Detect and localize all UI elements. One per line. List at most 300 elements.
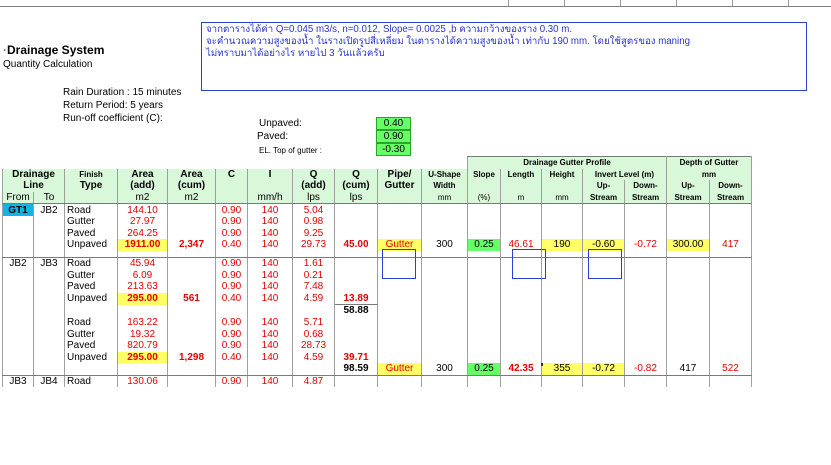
table-cell-c5[interactable] (216, 363, 248, 375)
table-cell-c15[interactable] (625, 269, 667, 281)
table-cell-c9[interactable]: Gutter (378, 239, 422, 251)
table-cell-c10[interactable] (422, 328, 468, 340)
table-cell-c15[interactable] (625, 204, 667, 216)
table-cell-c8[interactable] (335, 204, 378, 216)
comment-box[interactable] (201, 22, 807, 91)
table-cell-c7[interactable]: 7.48 (293, 281, 335, 293)
table-cell-c16[interactable] (667, 375, 710, 387)
table-cell-c2[interactable]: Road (65, 257, 118, 269)
paved-value-cell[interactable]: 0.90 (376, 130, 411, 143)
table-row (3, 257, 752, 269)
table-cell-c5[interactable]: 0.90 (216, 257, 248, 269)
table-cell-c3[interactable]: 144.10 (118, 204, 168, 216)
table-cell-c16[interactable] (667, 269, 710, 281)
table-cell-c16[interactable] (667, 352, 710, 364)
table-row (3, 293, 752, 305)
table-row (3, 340, 752, 352)
table-cell-c1[interactable]: JB4 (34, 375, 65, 387)
table-cell-c1[interactable] (34, 281, 65, 293)
unpaved-value-cell[interactable]: 0.40 (376, 117, 411, 130)
table-cell-c9[interactable] (378, 293, 422, 305)
table-cell-c14[interactable]: -0.72 (583, 363, 625, 375)
table-cell-c4[interactable] (168, 305, 216, 317)
table-cell-c7[interactable]: 0.98 (293, 216, 335, 228)
table-cell-c14[interactable] (583, 375, 625, 387)
table-cell-c13[interactable] (542, 257, 583, 269)
table-cell-c1[interactable] (34, 293, 65, 305)
table-cell-c10[interactable] (422, 317, 468, 329)
table-cell-c17[interactable] (710, 317, 752, 329)
table-cell-c16[interactable] (667, 204, 710, 216)
table-cell-c1[interactable] (34, 269, 65, 281)
table-cell-c8[interactable]: 58.88 (335, 305, 378, 317)
table-cell-c2[interactable] (65, 305, 118, 317)
table-cell-c5[interactable]: 0.90 (216, 269, 248, 281)
table-cell-c11[interactable] (468, 257, 501, 269)
table-cell-c15[interactable] (625, 216, 667, 228)
table-cell-c0[interactable] (3, 352, 34, 364)
table-cell-c5[interactable]: 0.90 (216, 328, 248, 340)
table-cell-c1[interactable] (34, 305, 65, 317)
header-ushape: U-Shape (422, 169, 468, 181)
table-cell-c5[interactable]: 0.90 (216, 228, 248, 240)
table-cell-c2[interactable]: Gutter (65, 328, 118, 340)
table-cell-c10[interactable] (422, 305, 468, 317)
table-cell-c6[interactable] (248, 363, 293, 375)
table-cell-c12[interactable] (501, 216, 542, 228)
table-cell-c9[interactable] (378, 340, 422, 352)
table-cell-c7[interactable]: 28.73 (293, 340, 335, 352)
table-cell-c4[interactable] (168, 257, 216, 269)
table-cell-c8[interactable] (335, 257, 378, 269)
table-cell-c8[interactable] (335, 281, 378, 293)
table-cell-c0[interactable] (3, 269, 34, 281)
table-cell-c8[interactable] (335, 317, 378, 329)
table-cell-c4[interactable] (168, 328, 216, 340)
table-cell-c12[interactable] (501, 281, 542, 293)
table-cell-c3[interactable]: 130.06 (118, 375, 168, 387)
table-cell-c13[interactable] (542, 317, 583, 329)
table-cell-c11[interactable] (468, 375, 501, 387)
table-cell-c10[interactable] (422, 204, 468, 216)
table-cell-c1[interactable] (34, 216, 65, 228)
table-cell-c7[interactable]: 5.71 (293, 317, 335, 329)
table-cell-c10[interactable]: 300 (422, 239, 468, 251)
table-cell-c10[interactable] (422, 293, 468, 305)
table-cell-c4[interactable] (168, 340, 216, 352)
table-cell-c2[interactable]: Unpaved (65, 293, 118, 305)
table-cell-c6[interactable]: 140 (248, 216, 293, 228)
table-cell-c11[interactable] (468, 293, 501, 305)
table-cell-c5[interactable]: 0.90 (216, 216, 248, 228)
table-cell-c3[interactable]: 19.32 (118, 328, 168, 340)
table-cell-c2[interactable]: Road (65, 204, 118, 216)
header-height-mm: mm (542, 192, 583, 204)
table-cell-c3[interactable]: 295.00 (118, 352, 168, 364)
header-m2-a: m2 (118, 192, 168, 204)
table-cell-c5[interactable]: 0.90 (216, 204, 248, 216)
table-cell-c2[interactable]: Paved (65, 340, 118, 352)
table-cell-c7[interactable] (293, 363, 335, 375)
table-cell-c12[interactable] (501, 340, 542, 352)
table-cell-c15[interactable] (625, 305, 667, 317)
table-cell-c5[interactable]: 0.90 (216, 281, 248, 293)
table-cell-c6[interactable]: 140 (248, 375, 293, 387)
table-cell-c6[interactable]: 140 (248, 317, 293, 329)
table-cell-c16[interactable]: 417 (667, 363, 710, 375)
table-cell-c9[interactable] (378, 352, 422, 364)
table-cell-c4[interactable] (168, 204, 216, 216)
table-cell-c5[interactable]: 0.40 (216, 293, 248, 305)
table-cell-c12[interactable]: 46.61 (501, 239, 542, 251)
table-cell-c6[interactable]: 140 (248, 257, 293, 269)
table-cell-c11[interactable] (468, 305, 501, 317)
table-cell-c16[interactable] (667, 257, 710, 269)
table-cell-c4[interactable]: 1,298 (168, 352, 216, 364)
table-cell-c15[interactable] (625, 228, 667, 240)
table-cell-c11[interactable] (468, 228, 501, 240)
table-cell-c0[interactable] (3, 363, 34, 375)
table-cell-c12[interactable] (501, 293, 542, 305)
table-cell-c14[interactable] (583, 228, 625, 240)
table-cell-c1[interactable] (34, 363, 65, 375)
table-cell-c1[interactable] (34, 228, 65, 240)
table-cell-c16[interactable] (667, 340, 710, 352)
table-cell-c17[interactable] (710, 340, 752, 352)
table-cell-c16[interactable] (667, 317, 710, 329)
table-cell-c15[interactable] (625, 281, 667, 293)
header-line: Line (3, 180, 65, 192)
table-cell-c13[interactable] (542, 269, 583, 281)
table-cell-c9[interactable] (378, 216, 422, 228)
table-row (3, 363, 752, 375)
header-stream-1: Stream (583, 192, 625, 204)
table-cell-c5[interactable]: 0.90 (216, 375, 248, 387)
table-cell-c0[interactable]: GT1 (3, 204, 34, 216)
table-cell-c5[interactable]: 0.90 (216, 317, 248, 329)
table-cell-c16[interactable] (667, 228, 710, 240)
table-cell-c14[interactable] (583, 352, 625, 364)
table-cell-c13[interactable] (542, 340, 583, 352)
table-cell-c11[interactable] (468, 281, 501, 293)
table-cell-c5[interactable]: 0.90 (216, 340, 248, 352)
table-cell-c3[interactable]: 27.97 (118, 216, 168, 228)
table-cell-c15[interactable] (625, 317, 667, 329)
header-add: (add) (118, 180, 168, 192)
table-cell-c11[interactable] (468, 269, 501, 281)
table-cell-c0[interactable] (3, 239, 34, 251)
table-cell-c13[interactable]: 190 (542, 239, 583, 251)
table-cell-c1[interactable] (34, 239, 65, 251)
header-down-2: Down- (710, 180, 752, 192)
table-cell-c7[interactable]: 0.21 (293, 269, 335, 281)
table-cell-c4[interactable] (168, 216, 216, 228)
table-cell-c0[interactable] (3, 281, 34, 293)
header-area-add: Area (118, 169, 168, 181)
table-cell-c15[interactable] (625, 328, 667, 340)
table-cell-c12[interactable] (501, 352, 542, 364)
table-cell-c4[interactable] (168, 317, 216, 329)
table-cell-c2[interactable]: Road (65, 375, 118, 387)
table-cell-c12[interactable] (501, 305, 542, 317)
table-cell-c11[interactable] (468, 340, 501, 352)
table-cell-c14[interactable] (583, 328, 625, 340)
table-cell-c3[interactable]: 213.63 (118, 281, 168, 293)
table-cell-c7[interactable]: 0.68 (293, 328, 335, 340)
table-cell-c17[interactable] (710, 328, 752, 340)
table-cell-c17[interactable] (710, 204, 752, 216)
table-cell-c8[interactable]: 13.89 (335, 293, 378, 305)
table-cell-c11[interactable]: 0.25 (468, 239, 501, 251)
table-cell-c3[interactable]: 264.25 (118, 228, 168, 240)
table-cell-c7[interactable]: 4.87 (293, 375, 335, 387)
runoff-coefficient: Run-off coefficient (C): (63, 113, 163, 124)
table-cell-c14[interactable] (583, 216, 625, 228)
table-cell-c16[interactable] (667, 216, 710, 228)
table-cell-c10[interactable] (422, 375, 468, 387)
table-cell-c2[interactable]: Paved (65, 281, 118, 293)
table-cell-c3[interactable] (118, 305, 168, 317)
table-cell-c14[interactable] (583, 281, 625, 293)
table-cell-c0[interactable] (3, 305, 34, 317)
table-cell-c15[interactable]: -0.72 (625, 239, 667, 251)
table-cell-c11[interactable] (468, 216, 501, 228)
table-cell-c4[interactable] (168, 281, 216, 293)
table-cell-c13[interactable]: 355 (542, 363, 583, 375)
table-cell-c14[interactable] (583, 305, 625, 317)
table-cell-c5[interactable]: 0.40 (216, 352, 248, 364)
table-cell-c13[interactable] (542, 204, 583, 216)
table-cell-c11[interactable] (468, 352, 501, 364)
table-cell-c16[interactable] (667, 281, 710, 293)
table-cell-c15[interactable]: -0.82 (625, 363, 667, 375)
table-cell-c8[interactable] (335, 228, 378, 240)
table-cell-c14[interactable] (583, 204, 625, 216)
table-cell-c8[interactable]: 98.59 (335, 363, 378, 375)
table-cell-c12[interactable]: 42.35 (501, 363, 542, 375)
header-from: From (3, 192, 34, 204)
table-cell-c13[interactable] (542, 228, 583, 240)
table-cell-c10[interactable] (422, 269, 468, 281)
table-cell-c11[interactable] (468, 317, 501, 329)
table-cell-c10[interactable] (422, 352, 468, 364)
table-cell-c11[interactable] (468, 328, 501, 340)
table-cell-c15[interactable] (625, 293, 667, 305)
table-cell-c16[interactable] (667, 293, 710, 305)
table-cell-c10[interactable] (422, 340, 468, 352)
table-cell-c9[interactable] (378, 328, 422, 340)
table-row (3, 204, 752, 216)
table-cell-c4[interactable]: 2,347 (168, 239, 216, 251)
table-cell-c0[interactable] (3, 317, 34, 329)
header-q-cum: Q (335, 169, 378, 181)
table-cell-c16[interactable] (667, 328, 710, 340)
table-cell-c3[interactable]: 295.00 (118, 293, 168, 305)
table-cell-c1[interactable]: JB2 (34, 204, 65, 216)
table-cell-c14[interactable] (583, 293, 625, 305)
table-cell-c17[interactable]: 417 (710, 239, 752, 251)
table-cell-c16[interactable]: 300.00 (667, 239, 710, 251)
table-cell-c4[interactable] (168, 228, 216, 240)
table-cell-c9[interactable] (378, 281, 422, 293)
table-cell-c8[interactable] (335, 375, 378, 387)
highlight-box-height (588, 249, 622, 279)
table-cell-c8[interactable] (335, 269, 378, 281)
header-up-1: Up- (583, 180, 625, 192)
return-period: Return Period: 5 years (63, 100, 164, 111)
table-cell-c7[interactable]: 5.04 (293, 204, 335, 216)
table-cell-c17[interactable] (710, 281, 752, 293)
table-cell-c6[interactable]: 140 (248, 269, 293, 281)
table-cell-c6[interactable]: 140 (248, 352, 293, 364)
header-stream-3: Stream (667, 192, 710, 204)
table-cell-c9[interactable] (378, 228, 422, 240)
table-cell-c12[interactable] (501, 317, 542, 329)
table-cell-c17[interactable] (710, 228, 752, 240)
table-cell-c2[interactable]: Unpaved (65, 352, 118, 364)
table-cell-c0[interactable] (3, 228, 34, 240)
table-cell-c11[interactable] (468, 204, 501, 216)
table-cell-c15[interactable] (625, 375, 667, 387)
table-cell-c8[interactable] (335, 216, 378, 228)
table-cell-c3[interactable]: 1911.00 (118, 239, 168, 251)
table-cell-c8[interactable] (335, 340, 378, 352)
table-cell-c17[interactable] (710, 305, 752, 317)
table-cell-c3[interactable]: 820.79 (118, 340, 168, 352)
table-cell-c4[interactable]: 561 (168, 293, 216, 305)
table-cell-c11[interactable]: 0.25 (468, 363, 501, 375)
header-q-add: Q (293, 169, 335, 181)
table-cell-c6[interactable]: 140 (248, 239, 293, 251)
table-cell-c17[interactable] (710, 257, 752, 269)
table-cell-c1[interactable] (34, 352, 65, 364)
table-cell-c2[interactable]: Paved (65, 228, 118, 240)
table-cell-c12[interactable] (501, 375, 542, 387)
table-cell-c15[interactable] (625, 352, 667, 364)
table-cell-c16[interactable] (667, 305, 710, 317)
table-cell-c9[interactable] (378, 204, 422, 216)
table-row (3, 281, 752, 293)
table-cell-c6[interactable]: 140 (248, 204, 293, 216)
table-cell-c12[interactable] (501, 328, 542, 340)
table-cell-c5[interactable]: 0.40 (216, 239, 248, 251)
table-cell-c0[interactable] (3, 328, 34, 340)
table-cell-c7[interactable]: 4.59 (293, 293, 335, 305)
table-cell-c3[interactable]: 45.94 (118, 257, 168, 269)
table-cell-c9[interactable] (378, 305, 422, 317)
table-cell-c6[interactable]: 140 (248, 228, 293, 240)
table-cell-c13[interactable] (542, 305, 583, 317)
table-cell-c14[interactable] (583, 340, 625, 352)
table-cell-c7[interactable]: 4.59 (293, 352, 335, 364)
table-cell-c13[interactable] (542, 216, 583, 228)
table-cell-c17[interactable] (710, 352, 752, 364)
table-cell-c0[interactable]: JB3 (3, 375, 34, 387)
table-cell-c3[interactable]: 6.09 (118, 269, 168, 281)
header-up-2: Up- (667, 180, 710, 192)
table-cell-c17[interactable] (710, 293, 752, 305)
table-cell-c6[interactable] (248, 305, 293, 317)
table-cell-c17[interactable]: 522 (710, 363, 752, 375)
table-cell-c7[interactable]: 9.25 (293, 228, 335, 240)
table-cell-c2[interactable]: Road (65, 317, 118, 329)
header-down-1: Down- (625, 180, 667, 192)
table-cell-c6[interactable]: 140 (248, 328, 293, 340)
table-cell-c3[interactable]: 163.22 (118, 317, 168, 329)
table-cell-c17[interactable] (710, 269, 752, 281)
table-cell-c3[interactable] (118, 363, 168, 375)
table-cell-c17[interactable] (710, 216, 752, 228)
table-cell-c5[interactable] (216, 305, 248, 317)
table-cell-c2[interactable] (65, 363, 118, 375)
table-cell-c0[interactable] (3, 216, 34, 228)
cursor-marker (541, 363, 543, 366)
table-cell-c12[interactable] (501, 204, 542, 216)
table-cell-c15[interactable] (625, 257, 667, 269)
table-cell-c1[interactable]: JB3 (34, 257, 65, 269)
table-cell-c2[interactable]: Gutter (65, 216, 118, 228)
table-cell-c13[interactable] (542, 328, 583, 340)
table-cell-c10[interactable]: 300 (422, 363, 468, 375)
table-cell-c2[interactable]: Unpaved (65, 239, 118, 251)
table-cell-c9[interactable]: Gutter (378, 363, 422, 375)
table-cell-c12[interactable] (501, 228, 542, 240)
header-width: Width (422, 180, 468, 192)
table-cell-c4[interactable] (168, 375, 216, 387)
table-cell-c14[interactable] (583, 317, 625, 329)
table-cell-c15[interactable] (625, 340, 667, 352)
header-stream-4: Stream (710, 192, 752, 204)
table-cell-c13[interactable] (542, 293, 583, 305)
table-cell-c4[interactable] (168, 269, 216, 281)
table-cell-c9[interactable] (378, 317, 422, 329)
table-cell-c7[interactable]: 1.61 (293, 257, 335, 269)
table-body (3, 204, 752, 387)
table-cell-c1[interactable] (34, 328, 65, 340)
header-width-mm: mm (422, 192, 468, 204)
table-cell-c2[interactable]: Gutter (65, 269, 118, 281)
table-cell-c0[interactable]: JB2 (3, 257, 34, 269)
el-top-label: EL. Top of gutter : (259, 146, 323, 155)
el-top-value-cell[interactable]: -0.30 (376, 143, 411, 156)
table-cell-c17[interactable] (710, 375, 752, 387)
table-cell-c6[interactable]: 140 (248, 293, 293, 305)
table-cell-c10[interactable] (422, 257, 468, 269)
table-cell-c8[interactable] (335, 328, 378, 340)
table-cell-c1[interactable] (34, 340, 65, 352)
table-cell-c6[interactable]: 140 (248, 281, 293, 293)
table-cell-c7[interactable]: 29.73 (293, 239, 335, 251)
table-cell-c0[interactable] (3, 293, 34, 305)
table-cell-c9[interactable] (378, 375, 422, 387)
table-cell-c14[interactable]: -0.60 (583, 239, 625, 251)
table-cell-c13[interactable] (542, 352, 583, 364)
table-cell-c6[interactable]: 140 (248, 340, 293, 352)
table-cell-c13[interactable] (542, 375, 583, 387)
table-cell-c0[interactable] (3, 340, 34, 352)
header-length: Length (501, 169, 542, 181)
table-cell-c8[interactable]: 45.00 (335, 239, 378, 251)
table-cell-c10[interactable] (422, 216, 468, 228)
table-cell-c13[interactable] (542, 281, 583, 293)
table-cell-c7[interactable] (293, 305, 335, 317)
table-cell-c10[interactable] (422, 281, 468, 293)
table-cell-c4[interactable] (168, 363, 216, 375)
header-mmh: mm/h (248, 192, 293, 204)
table-cell-c1[interactable] (34, 317, 65, 329)
table-cell-c10[interactable] (422, 228, 468, 240)
table-cell-c8[interactable]: 39.71 (335, 352, 378, 364)
